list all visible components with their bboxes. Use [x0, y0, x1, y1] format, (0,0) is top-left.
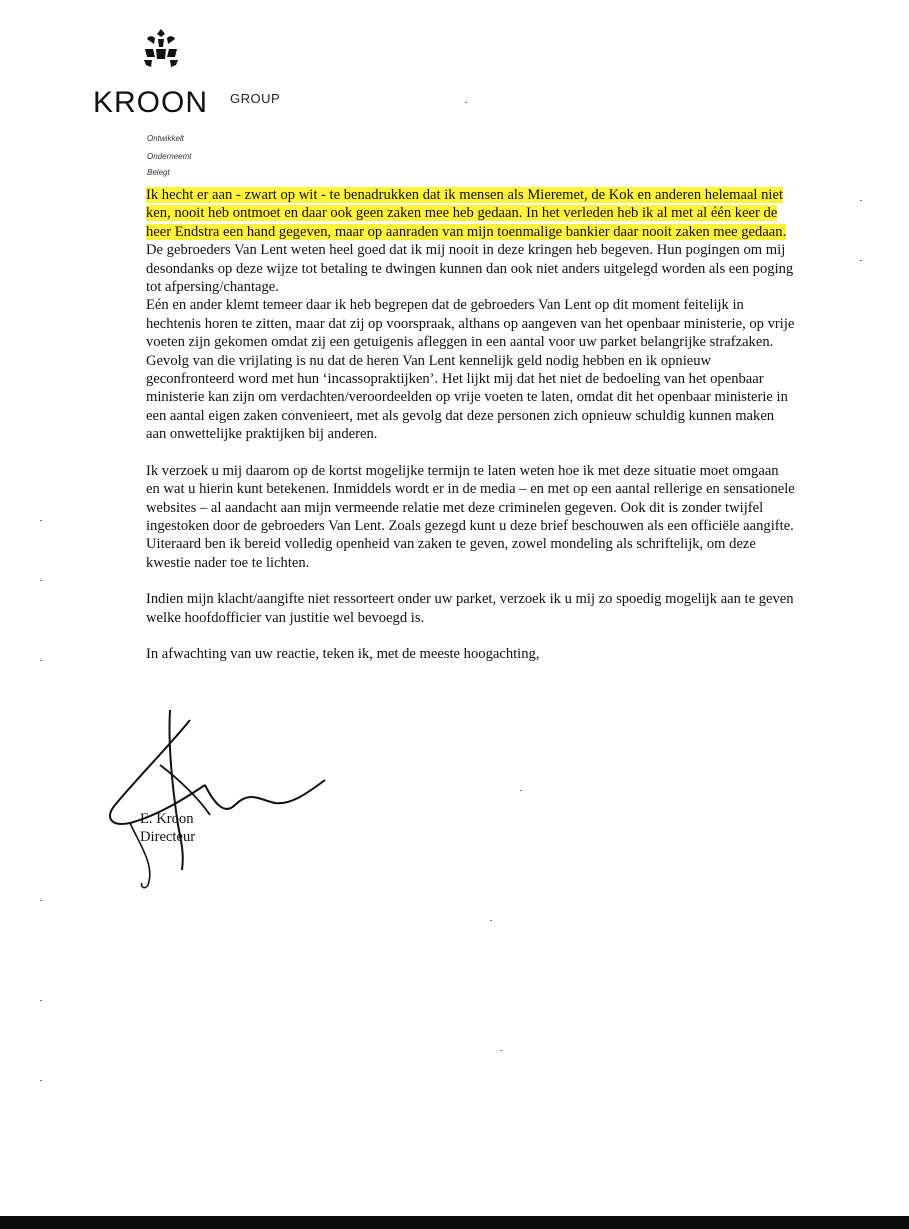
scan-bottom-border — [0, 1216, 909, 1229]
paragraph-1 — [146, 186, 796, 296]
company-name: KROON — [93, 86, 209, 119]
paragraph-2: Eén en ander klemt temeer daar ik heb begrepen dat de gebroeders Van Lent op dit moment feitelijk in hechtenis horen te zitten, maar dat zij op voorspraak, althans op aangeven van het openbaar ministerie, op vrije voeten zijn gekomen omdat zij een getuigenis afleggen in een aantal voor uw parket belangrijke strafzaken. Gevolg van die vrijlating is nu dat de heren Van Lent kennelijk geld nodig hebben en ik opnieuw geconfronteerd word met hun ‘incassopraktijken’. Het lijkt mij dat het niet de bedoeling van het openbaar ministerie kan zijn om verdachten/veroordeelden op vrije voeten te laten, omdat dit het openbaar ministerie in een aantal eigen zaken convenieert, met als gevolg dat deze personen zich opnieuw schuldig kunnen maken aan onwettelijke praktijken bij anderen. — [146, 297, 795, 443]
highlighted-statement: Ik hecht er aan - zwart op wit - te benadrukken dat ik mensen als Mieremet, de Kok en anderen helemaal niet ken, nooit heb ontmoet en daar ook geen zaken mee heb gedaan. In het verleden heb ik al met al één keer de heer Endstra een hand gegeven, maar op aanraden van mijn toenmalige bankier daar nooit zaken mee gedaan. — [146, 187, 787, 240]
closing-line: In afwachting van uw reactie, teken ik, met de meeste hoogachting, — [146, 645, 540, 662]
paragraph-4: Indien mijn klacht/aangifte niet ressorteert onder uw parket, verzoek ik u mij zo spoedig mogelijk aan te geven welke hoofdofficier van justitie wel bevoegd is. — [146, 591, 794, 626]
kroon-crown-logo-icon — [138, 27, 184, 73]
company-group-label: GROUP — [230, 91, 281, 106]
tagline-1: Ontwikkelt — [147, 134, 184, 143]
paragraph-1-rest: De gebroeders Van Lent weten heel goed dat ik mij nooit in deze kringen heb begeven. Hun pogingen om mij desondanks op deze wijze tot betaling te dwingen kunnen dan ook niet anders uitgelegd worden als een poging tot afpersing/chantage. — [146, 242, 794, 296]
signer-title: Directeur — [140, 829, 196, 845]
tagline-3: Belegt — [147, 168, 170, 177]
paragraph-3: Ik verzoek u mij daarom op de kortst mogelijke termijn te laten weten hoe ik met deze situatie moet omgaan en wat u hierin kunt betekenen. Inmiddels wordt er in de media – en met op een aantal rellerige en sensationele websites – al aandacht aan mijn vermeende relatie met deze criminelen gegeven. Ook dit is zonder twijfel ingestoken door de gebroeders Van Lent. Zoals gezegd kunt u deze brief beschouwen als een officiële aangifte. Uiteraard ben ik bereid volledig openheid van zaken te geven, zowel mondeling als schriftelijk, om deze kwestie nader toe te lichten. — [146, 462, 795, 571]
signer-name: E. Kroon — [140, 811, 194, 827]
letter-body — [146, 186, 796, 663]
tagline-2: Onderneemt — [147, 152, 192, 161]
handwritten-signature — [100, 705, 335, 890]
